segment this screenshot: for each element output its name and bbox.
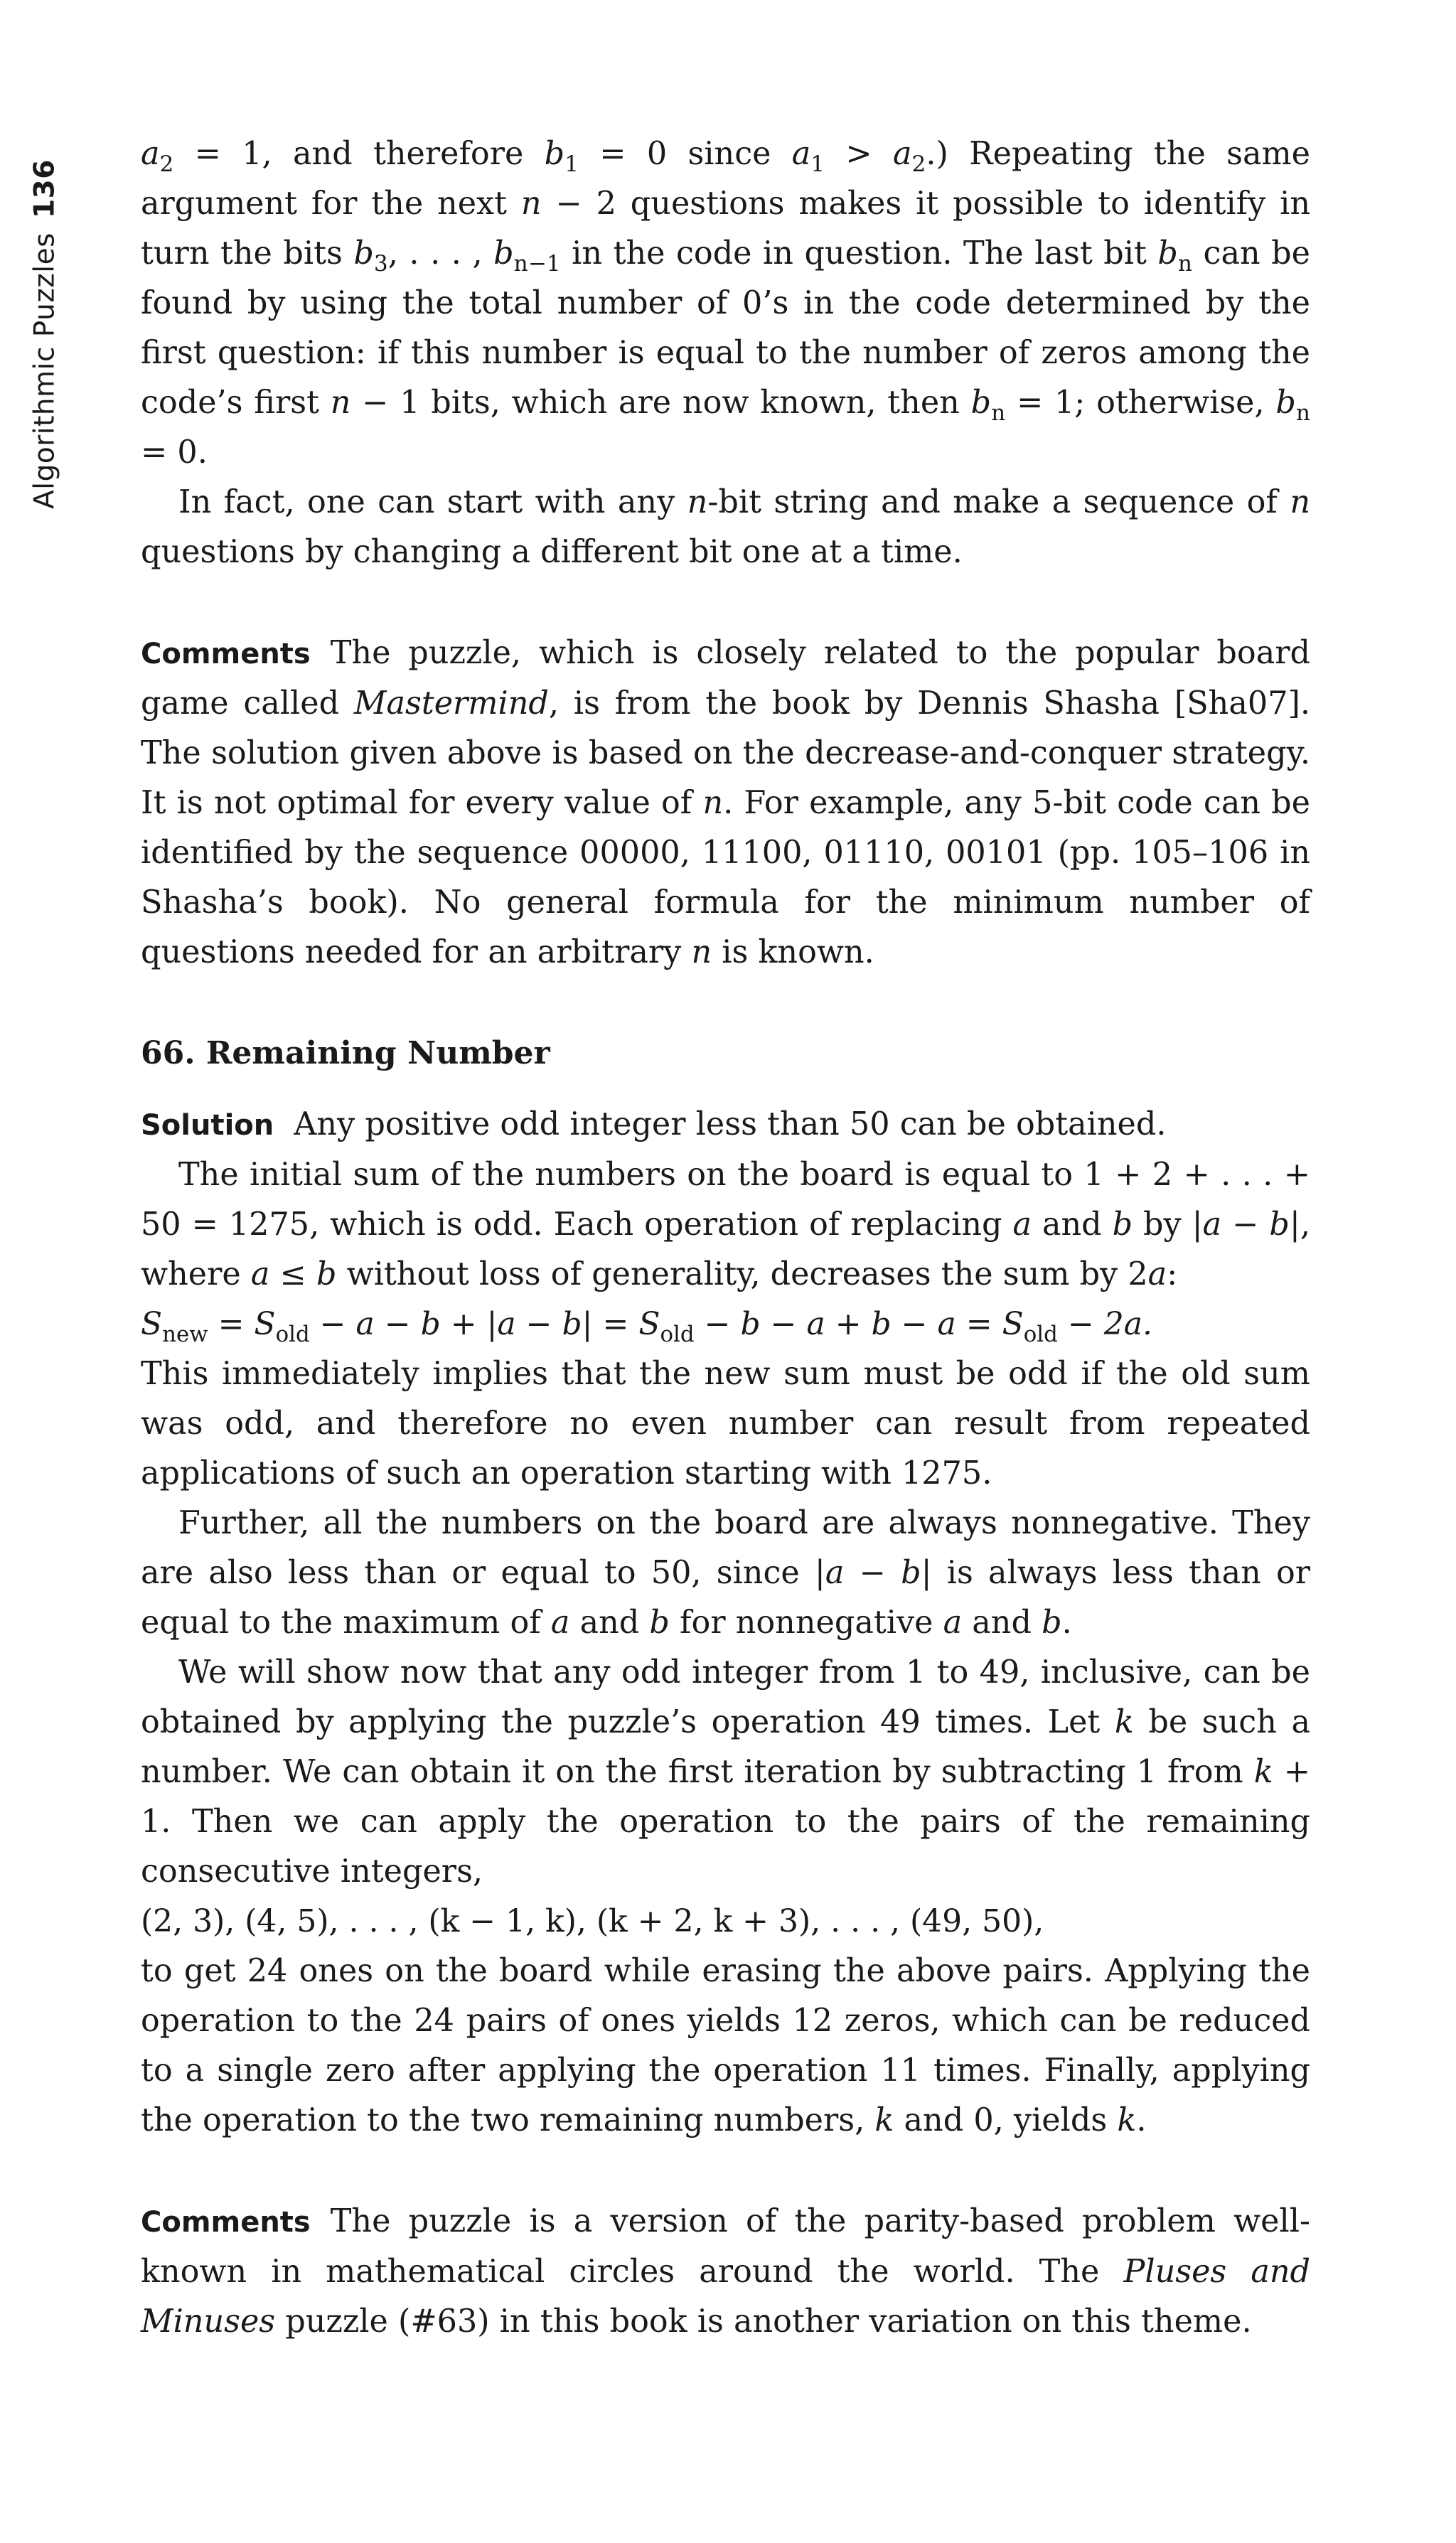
paragraph-odd-integer: We will show now that any odd integer from 1 to 49, inclusive, can be obtained by applying the puzzle’s operation 49 times. Let k be such a number. We can obtain it on the first iteration by subtracting 1 from k + 1. Then we can apply the operation to the pairs of the remaining consecutive integers, [141, 1654, 1310, 1890]
paragraph-24-ones: to get 24 ones on the board while erasing the above pairs. Applying the operation to the 24 pairs of ones yields 12 zeros, which can be reduced to a single zero after applying the operation 11 times. Finally, applying the operation to the two remaining numbers, k and 0, yields k. [141, 1953, 1310, 2138]
paragraph-parity: This immediately implies that the new sum must be odd if the old sum was odd, and therefore no even number can result from repeated applications of such an operation starting with 1275. [141, 1356, 1310, 1492]
running-header [27, 142, 63, 526]
running-title: Algorithmic Puzzles [28, 232, 61, 509]
comments-label: Comments [141, 2206, 311, 2239]
section-heading: 66. Remaining Number [141, 1035, 550, 1071]
solution-label: Solution [141, 1109, 274, 1142]
running-header-text [29, 159, 61, 509]
equation-sum: $S_{new} = S_{old} - a - b + |a - b| = S_{old} - b - a + b - a = S_{old} - 2a$. [141, 1306, 1152, 1347]
comments-label: Comments [141, 638, 311, 670]
paragraph-nonnegative: Further, all the numbers on the board are always nonnegative. They are also less than or equal to 50, since |a − b| is always less than or equal to the maximum of a and b for nonnegative a and b. [141, 1505, 1311, 1641]
comments-mastermind: Comments The puzzle, which is closely related to the popular board game called Mastermind, is from the book by Dennis Shasha [Sha07]. The solution given above is based on the decrease-and-conquer strategy. It is not optimal for every value of n. For example, any 5-bit code can be identified by the sequence 00000, 11100, 01110, 00101 (pp. 105–106 in Shasha’s book). No general formula for the minimum number of questions needed for an arbitrary n is known. [141, 635, 1311, 970]
solution-paragraph: Solution Any positive odd integer less than 50 can be obtained. [141, 1106, 1167, 1142]
paragraph-continuation: $a_2 = 1$, and therefore $b_1 = 0$ since $a_1 > a_2$.) Repeating the same argument for the next n − 2 questions makes it possible to identify in turn the bits $b_3$, . . . , $b_{n-1}$ in the code in question. The last bit $b_n$ can be found by using the total number of 0’s in the code determined by the first question: if this number is equal to the number of zeros among the code’s first n − 1 bits, which are now known, then $b_n = 1$; otherwise, $b_n = 0$. [141, 136, 1311, 471]
paragraph-initial-sum: The initial sum of the numbers on the board is equal to 1 + 2 + . . . + 50 = 1275, which is odd. Each operation of replacing a and b by |a − b|, where a ≤ b without loss of generality, decreases the sum by 2a: [141, 1157, 1311, 1292]
page-body [141, 129, 1310, 2347]
equation-pairs: (2, 3), (4, 5), . . . , (k − 1, k), (k + 2, k + 3), . . . , (49, 50), [141, 1903, 1044, 1939]
page-number: 136 [28, 159, 61, 219]
comments-parity: Comments The puzzle is a version of the parity-based problem well-known in mathematical circles around the world. The Pluses and Minuses puzzle (#63) in this book is another variation on this theme. [141, 2203, 1311, 2340]
paragraph-nbit: In fact, one can start with any n-bit string and make a sequence of n questions by changing a different bit one at a time. [141, 484, 1310, 570]
